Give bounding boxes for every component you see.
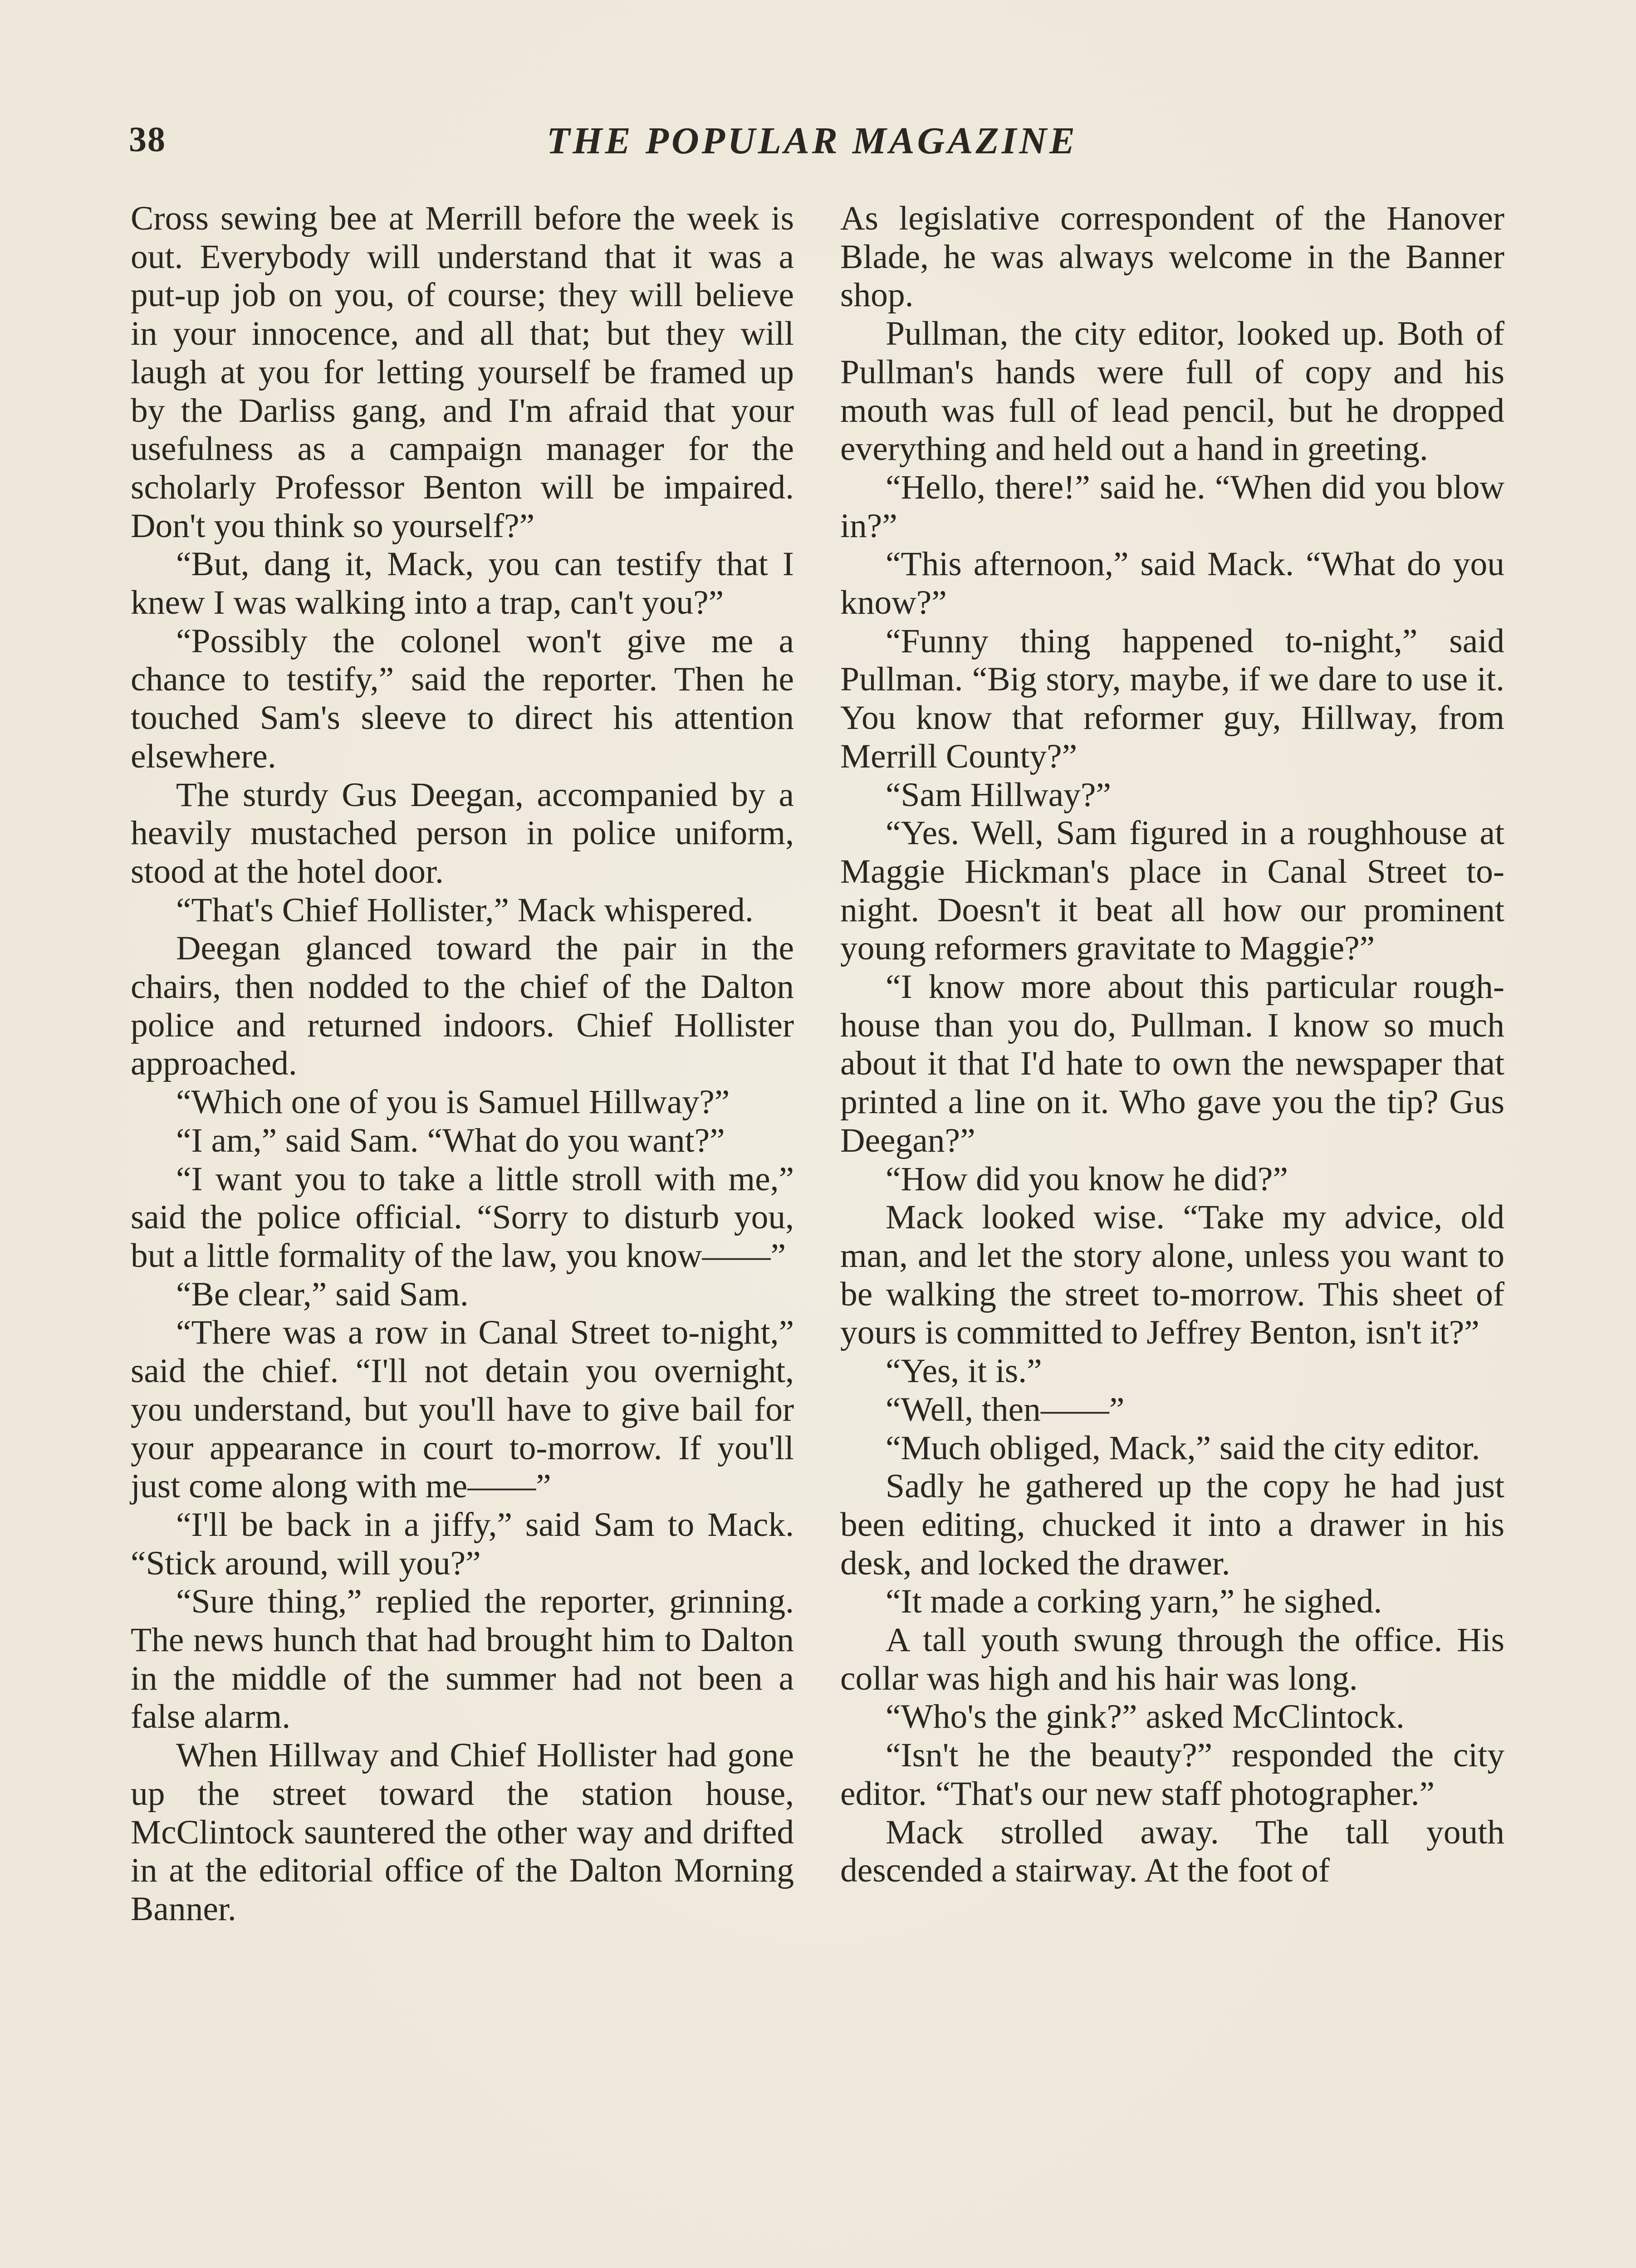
paragraph: “Isn't he the beauty?” responded the city editor. “That's our new staff photographer.” [840, 1736, 1504, 1813]
paragraph: “How did you know he did?” [886, 1160, 1288, 1198]
paragraph: “There was a row in Canal Street to-night,” said the chief. “I'll not detain you overnight, you understand, but you'll have to give bail for your appearance in court to-morrow. If you'll just come along with me——” [131, 1314, 794, 1505]
paragraph: A tall youth swung through the office. His collar was high and his hair was long. [840, 1621, 1504, 1697]
paragraph: “It made a corking yarn,” he sighed. [886, 1583, 1382, 1621]
paragraph: “But, dang it, Mack, you can testify that I knew I was walking into a trap, can't you?” [131, 545, 794, 622]
page-number: 38 [129, 119, 166, 159]
paragraph: As legislative correspondent of the Hanover Blade, he was always welcome in the Banner shop. [840, 200, 1504, 314]
paragraph: Pullman, the city editor, looked up. Both of Pullman's hands were full of copy and his mouth was full of lead pencil, but he dropped everything and held out a hand in greeting. [840, 315, 1504, 468]
paragraph: “Yes, it is.” [886, 1352, 1042, 1390]
paragraph: “Possibly the colonel won't give me a chance to testify,” said the reporter. Then he touched Sam's sleeve to direct his attention elsewhere. [131, 622, 794, 775]
paragraph: “I am,” said Sam. “What do you want?” [176, 1121, 725, 1159]
paragraph: “I'll be back in a jiffy,” said Sam to Mack. “Stick around, will you?” [131, 1505, 794, 1582]
right-column [840, 200, 1504, 1890]
paragraph: “Yes. Well, Sam figured in a roughhouse at Maggie Hickman's place in Canal Street to-night. Doesn't it beat all how our prominent young reformers gravitate to Maggie?” [840, 814, 1504, 968]
paragraph: Sadly he gathered up the copy he had just been editing, chucked it into a drawer in his desk, and locked the drawer. [840, 1467, 1504, 1582]
paragraph: “That's Chief Hollister,” Mack whispered. [176, 891, 754, 929]
paragraph: “Who's the gink?” asked McClintock. [886, 1698, 1405, 1736]
left-column [131, 200, 794, 1929]
paragraph: “Funny thing happened to-night,” said Pullman. “Big story, maybe, if we dare to use it. You know that reformer guy, Hillway, from Merrill County?” [840, 622, 1504, 775]
running-title: THE POPULAR MAGAZINE [546, 120, 1078, 162]
paragraph: “Which one of you is Samuel Hillway?” [176, 1083, 730, 1121]
paragraph: Cross sewing bee at Merrill before the week is out. Everybody will understand that it was a put-up job on you, of course; they will believe in your innocence, and all that; but they will laugh at you for letting yourself be framed up by the Darliss gang, and I'm afraid that your usefulness as a campaign manager for the scholarly Professor Benton will be impaired. Don't you think so yourself?” [131, 200, 794, 545]
paragraph: “Well, then——” [886, 1390, 1125, 1428]
paragraph: Mack looked wise. “Take my advice, old man, and let the story alone, unless you want to be walking the street to-morrow. This sheet of yours is committed to Jeffrey Benton, isn't it?” [840, 1198, 1504, 1352]
paragraph: Deegan glanced toward the pair in the chairs, then nodded to the chief of the Dalton police and returned indoors. Chief Hollister approached. [131, 929, 794, 1083]
paragraph: “I know more about this particular rough-house than you do, Pullman. I know so much about it that I'd hate to own the newspaper that printed a line on it. Who gave you the tip? Gus Deegan?” [840, 968, 1504, 1159]
paragraph: “I want you to take a little stroll with me,” said the police official. “Sorry to disturb you, but a little formality of the law, you know——” [131, 1160, 794, 1275]
paragraph: Mack strolled away. The tall youth descended a stairway. At the foot of [840, 1813, 1504, 1890]
paragraph: “Be clear,” said Sam. [176, 1275, 469, 1313]
paragraph: “Sam Hillway?” [886, 776, 1111, 814]
paragraph: “Sure thing,” replied the reporter, grinning. The news hunch that had brought him to Dalton in the middle of the summer had not been a false alarm. [131, 1583, 794, 1736]
paragraph: The sturdy Gus Deegan, accompanied by a heavily mustached person in police uniform, stood at the hotel door. [131, 776, 794, 890]
paragraph: “Hello, there!” said he. “When did you blow in?” [840, 468, 1504, 545]
paragraph: When Hillway and Chief Hollister had gone up the street toward the station house, McClintock sauntered the other way and drifted in at the editorial office of the Dalton Morning Banner. [131, 1736, 794, 1928]
paragraph: “This afternoon,” said Mack. “What do you know?” [840, 545, 1504, 622]
paragraph: “Much obliged, Mack,” said the city editor. [886, 1429, 1480, 1467]
